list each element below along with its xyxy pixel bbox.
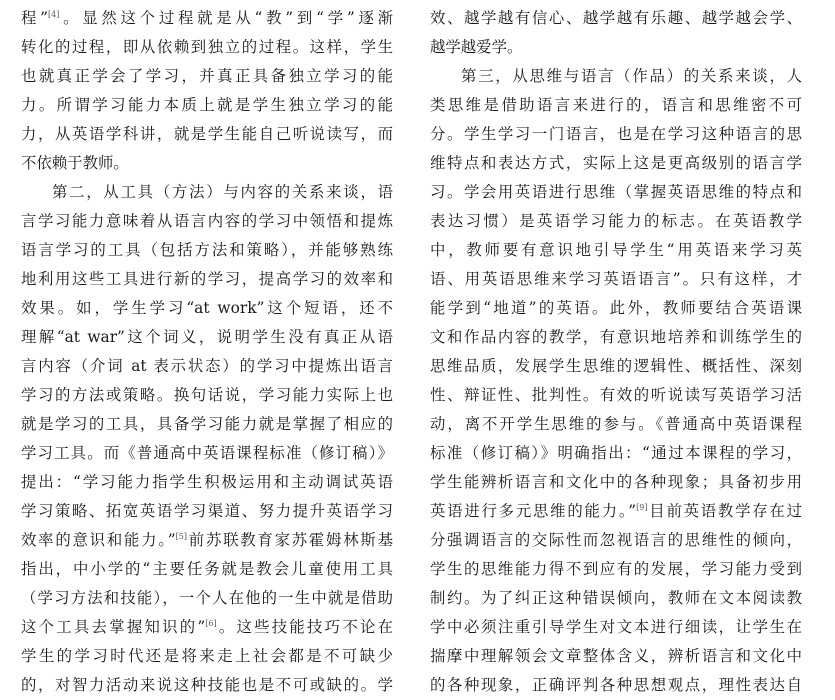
line-text: 分。学生学习一门语言，也是在学习这种语言的思	[430, 125, 802, 143]
line-text: 指出，中小学的“主要任务就是教会儿童使用工具	[21, 560, 393, 578]
text-line	[21, 468, 393, 497]
line-text-continued: 前苏联教育家苏霍姆林斯基	[187, 531, 393, 549]
line-text: 言学习能力意味着从语言内容的学习中领悟和提炼	[21, 212, 393, 230]
line-text: 学生能辨析语言和文化中的各种现象；具备初步用	[430, 473, 802, 491]
text-line	[430, 439, 802, 468]
line-text: 学习策略、拓宽英语学习渠道、努力提升英语学习	[21, 502, 393, 520]
text-line	[21, 33, 393, 62]
text-line	[430, 671, 802, 700]
line-text: 制约。为了纠正这种错误倾向，教师在文本阅读教	[430, 589, 802, 607]
line-text: 就是学习的工具，具备学习能力就是掌握了相应的	[21, 415, 393, 433]
line-text: 文和作品内容的教学，有意识地培养和训练学生的	[430, 328, 802, 346]
text-line	[430, 497, 802, 526]
line-text: 学生的学习时代还是将来走上社会都是不可缺少	[21, 647, 393, 665]
text-line	[430, 381, 802, 410]
text-line	[21, 671, 393, 700]
line-text: 英语进行多元思维的能力。”	[430, 502, 637, 520]
text-line	[430, 33, 802, 62]
line-text: 维特点和表达方式，实际上这是更高级别的语言学	[430, 154, 802, 172]
text-line	[21, 120, 393, 149]
text-line	[21, 497, 393, 526]
line-text: 不依赖于教师。	[21, 154, 129, 172]
line-text: 效、越学越有信心、越学越有乐趣、越学越会学、	[430, 9, 802, 27]
text-line	[430, 410, 802, 439]
text-line	[21, 439, 393, 468]
text-line	[430, 526, 802, 555]
text-line	[21, 410, 393, 439]
citation-marker: [4]	[48, 10, 60, 19]
text-line	[21, 642, 393, 671]
text-line	[430, 642, 802, 671]
text-line	[430, 4, 802, 33]
line-text: 第三，从思维与语言（作品）的关系来谈，人	[461, 67, 802, 85]
line-text: 地利用这些工具进行新的学习，提高学习的效率和	[21, 270, 393, 288]
text-line	[21, 323, 393, 352]
line-text: 转化的过程，即从依赖到独立的过程。这样，学生	[21, 38, 393, 56]
line-text: 表达习惯）是英语学习能力的标志。在英语教学	[430, 212, 802, 230]
line-text-continued: 目前英语教学存在过	[647, 502, 802, 520]
line-text: 提出：“学习能力指学生积极运用和主动调试英语	[21, 473, 393, 491]
line-text: 习。学会用英语进行思维（掌握英语思维的特点和	[430, 183, 802, 201]
line-text: 的，对智力活动来说这种技能也是不可或缺的。学	[21, 676, 393, 694]
citation-marker: [9]	[636, 503, 648, 512]
line-text: 学生的思维能力得不到应有的发展，学习能力受到	[430, 560, 802, 578]
line-text: 学中必须注重引导学生对文本进行细读，让学生在	[430, 618, 802, 636]
text-line	[21, 265, 393, 294]
text-line	[430, 120, 802, 149]
line-text: 揣摩中理解领会文章整体含义，辨析语言和文化中	[430, 647, 802, 665]
text-line	[21, 526, 393, 555]
line-text: 性、辩证性、批判性。有效的听说读写英语学习活	[430, 386, 802, 404]
text-line	[21, 236, 393, 265]
line-text: 言内容（介词 at 表示状态）的学习中提炼出语言	[21, 357, 393, 375]
text-line	[21, 62, 393, 91]
line-text-continued: 。显然这个过程就是从“教”到“学”逐渐	[59, 9, 393, 27]
text-line	[430, 236, 802, 265]
line-text: 效果。如，学生学习“at work”这个短语，还不	[21, 299, 393, 317]
text-line	[21, 613, 393, 642]
text-line	[430, 265, 802, 294]
line-text: 分强调语言的交际性而忽视语言的思维性的倾向，	[430, 531, 802, 549]
text-line	[21, 555, 393, 584]
line-text: 第二，从工具（方法）与内容的关系来谈，语	[52, 183, 393, 201]
text-line	[430, 91, 802, 120]
line-text: 动，离不开学生思维的参与。《普通高中英语课程	[430, 415, 802, 433]
line-text: （学习方法和技能），一个人在他的一生中就是借助	[21, 589, 393, 607]
line-text: 思维品质，发展学生思维的逻辑性、概括性、深刻	[430, 357, 802, 375]
text-line	[430, 613, 802, 642]
text-line	[430, 62, 802, 91]
text-line	[430, 584, 802, 613]
line-text: 理解“at war”这个词义，说明学生没有真正从语	[21, 328, 393, 346]
line-text-continued: 。这些技能技巧不论在	[216, 618, 393, 636]
line-text: 标准（修订稿）》明确指出：“通过本课程的学习，	[430, 444, 802, 462]
line-text: 语言学习的工具（包括方法和策略），并能够熟练	[21, 241, 393, 259]
line-text: 也就真正学会了学习，并真正具备独立学习的能	[21, 67, 393, 85]
line-text: 这个工具去掌握知识的”	[21, 618, 206, 636]
text-line	[430, 149, 802, 178]
line-text: 程”	[21, 9, 49, 27]
line-text: 学习工具。而《普通高中英语课程标准（修订稿）》	[21, 444, 393, 462]
text-line	[430, 178, 802, 207]
text-line	[21, 381, 393, 410]
citation-marker: [6]	[205, 619, 217, 628]
line-text: 力，从英语学科讲，就是学生能自己听说读写，而	[21, 125, 393, 143]
text-line	[430, 207, 802, 236]
text-line	[21, 294, 393, 323]
text-line	[21, 149, 393, 178]
right-text-column	[430, 4, 802, 700]
citation-marker: [5]	[175, 532, 187, 541]
text-line	[430, 323, 802, 352]
text-line	[430, 294, 802, 323]
text-line	[21, 91, 393, 120]
line-text: 力。所谓学习能力本质上就是学生独立学习的能	[21, 96, 393, 114]
text-line	[21, 4, 393, 33]
text-line	[21, 207, 393, 236]
text-line	[21, 352, 393, 381]
line-text: 中，教师要有意识地引导学生“用英语来学习英	[430, 241, 802, 259]
text-line	[430, 468, 802, 497]
line-text: 效率的意识和能力。”	[21, 531, 176, 549]
line-text: 的各种现象，正确评判各种思想观点，理性表达自	[430, 676, 802, 694]
line-text: 学习的方法或策略。换句话说，学习能力实际上也	[21, 386, 393, 404]
left-text-column	[21, 4, 393, 700]
line-text: 能学到“地道”的英语。此外，教师要结合英语课	[430, 299, 802, 317]
text-line	[430, 555, 802, 584]
line-text: 语、用英语思维来学习英语语言”。只有这样，才	[430, 270, 802, 288]
text-line	[430, 352, 802, 381]
line-text: 类思维是借助语言来进行的，语言和思维密不可	[430, 96, 802, 114]
text-line	[21, 178, 393, 207]
line-text: 越学越爱学。	[430, 38, 523, 56]
text-line	[21, 584, 393, 613]
